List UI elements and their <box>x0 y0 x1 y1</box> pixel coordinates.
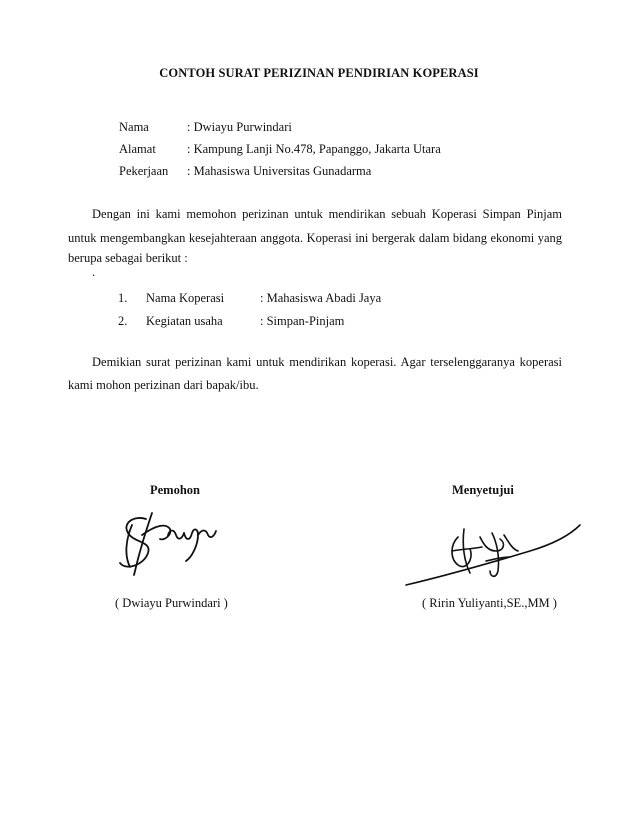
paragraph-intro-line1-wrap <box>92 202 562 226</box>
paragraph-intro-line3-wrap <box>68 246 562 270</box>
paragraph-closing-line2: kami mohon perizinan dari bapak/ibu. <box>68 378 259 392</box>
applicant-occupation-label: Pekerjaan <box>119 164 169 178</box>
applicant-name-label: Nama <box>119 120 149 134</box>
approver-printed-name: ( Ririn Yuliyanti,SE.,MM ) <box>422 596 557 610</box>
approver-signature-image <box>400 515 585 595</box>
applicant-printed-name: ( Dwiayu Purwindari ) <box>115 596 228 610</box>
applicant-signature-title: Pemohon <box>150 483 200 497</box>
paragraph-intro-line1: Dengan ini kami memohon perizinan untuk mendirikan sebuah Koperasi Simpan Pinjam <box>92 207 562 221</box>
applicant-occupation-value: : Mahasiswa Universitas Gunadarma <box>187 164 372 178</box>
list-item-number: 1. <box>118 291 128 305</box>
list-item-number: 2. <box>118 314 128 328</box>
applicant-signature-image <box>112 505 222 585</box>
applicant-address-label: Alamat <box>119 142 156 156</box>
list-item-value: : Simpan-Pinjam <box>260 314 345 328</box>
applicant-address-value: : Kampung Lanji No.478, Papanggo, Jakarta Utara <box>187 142 441 156</box>
paragraph-closing-line1: Demikian surat perizinan kami untuk mendirikan koperasi. Agar terselenggaranya koperasi <box>92 355 562 369</box>
applicant-name-value: : Dwiayu Purwindari <box>187 120 292 134</box>
document-title: CONTOH SURAT PERIZINAN PENDIRIAN KOPERASI <box>159 66 479 80</box>
paragraph-intro-line3: berupa sebagai berikut : <box>68 251 188 265</box>
paragraph-closing-line1-wrap <box>92 350 562 374</box>
paragraph-intro-line2: untuk mengembangkan kesejahteraan anggota. Koperasi ini bergerak dalam bidang ekonomi yang <box>68 231 562 245</box>
paragraph-closing-line2-wrap <box>68 373 562 397</box>
list-item-value: : Mahasiswa Abadi Jaya <box>260 291 382 305</box>
list-item-label: Nama Koperasi <box>146 291 225 305</box>
list-dot: . <box>92 265 96 279</box>
approver-signature-title: Menyetujui <box>452 483 514 497</box>
list-item-label: Kegiatan usaha <box>146 314 223 328</box>
